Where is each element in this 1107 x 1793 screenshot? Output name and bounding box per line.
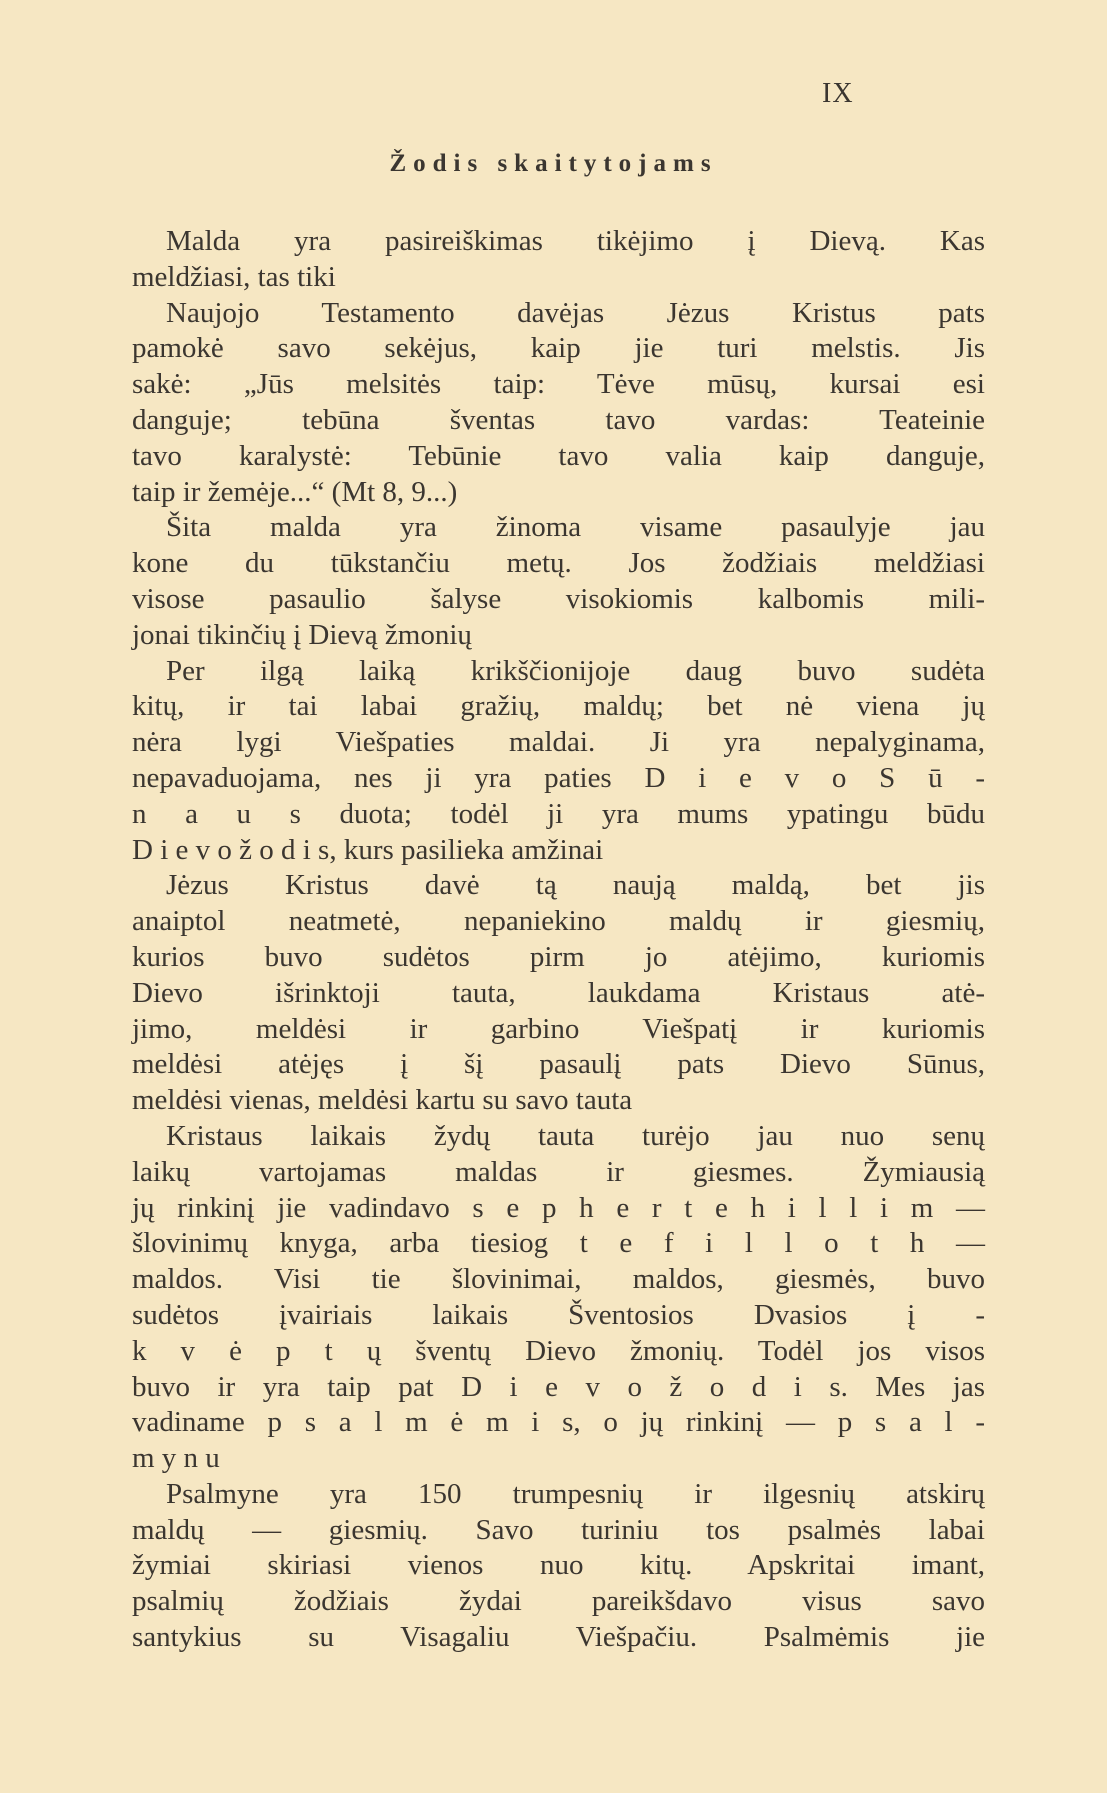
text-line: laikų vartojamas maldas ir giesmes. Žymiausią xyxy=(132,1155,985,1188)
text-line: šlovinimų knyga, arba tiesiog t e f i l l o t h — xyxy=(132,1227,985,1260)
page-title: Žodis skaitytojams xyxy=(389,150,718,177)
text-line: sudėtos įvairiais laikais Šventosios Dvasios į - xyxy=(132,1298,985,1331)
text-line: žymiai skiriasi vienos nuo kitų. Apskritai imant, xyxy=(132,1549,985,1582)
text-line: pamokė savo sekėjus, kaip jie turi melstis. Jis xyxy=(132,332,985,365)
text-line: santykius su Visagaliu Viešpačiu. Psalmėmis jie xyxy=(132,1621,985,1654)
paragraph-start-line: Naujojo Testamento davėjas Jėzus Kristus pats xyxy=(166,296,985,329)
paragraph-start-line: Per ilgą laiką krikščionijoje daug buvo sudėta xyxy=(166,654,985,687)
paragraph-start-line: Kristaus laikais žydų tauta turėjo jau nuo senų xyxy=(166,1119,985,1152)
text-line: meldėsi atėjęs į šį pasaulį pats Dievo Sūnus, xyxy=(132,1048,985,1081)
paragraph-start-line: Psalmyne yra 150 trumpesnių ir ilgesnių atskirų xyxy=(166,1477,985,1510)
text-line: jų rinkinį jie vadindavo s e p h e r t e h i l l i m — xyxy=(132,1191,985,1224)
text-line: vadiname p s a l m ė m i s, o jų rinkinį — p s a l - xyxy=(132,1406,985,1439)
text-line: maldos. Visi tie šlovinimai, maldos, giesmės, buvo xyxy=(132,1263,985,1296)
text-line: kurios buvo sudėtos pirm jo atėjimo, kuriomis xyxy=(132,940,985,973)
page-number: IX xyxy=(822,78,854,109)
body-text xyxy=(132,224,985,1656)
text-line: D i e v o ž o d i s, kurs pasilieka amžinai xyxy=(132,833,604,866)
text-line: m y n u xyxy=(132,1442,220,1475)
text-line: meldžiasi, tas tiki xyxy=(132,260,336,293)
text-line: kone du tūkstančiu metų. Jos žodžiais meldžiasi xyxy=(132,547,985,580)
text-line: danguje; tebūna šventas tavo vardas: Teateinie xyxy=(132,403,985,436)
text-line: n a u s duota; todėl ji yra mums ypatingu būdu xyxy=(132,797,985,830)
text-line: psalmių žodžiais žydai pareikšdavo visus savo xyxy=(132,1585,985,1618)
text-line: sakė: „Jūs melsitės taip: Tėve mūsų, kursai esi xyxy=(132,368,985,401)
text-line: nėra lygi Viešpaties maldai. Ji yra nepalyginama, xyxy=(132,726,985,759)
text-line: k v ė p t ų šventų Dievo žmonių. Todėl jos visos xyxy=(132,1334,985,1367)
text-line: nepavaduojama, nes ji yra paties D i e v o S ū - xyxy=(132,761,985,794)
text-line: meldėsi vienas, meldėsi kartu su savo tauta xyxy=(132,1084,633,1117)
text-line: taip ir žemėje...“ (Mt 8, 9...) xyxy=(132,475,458,508)
text-line: anaiptol neatmetė, nepaniekino maldų ir giesmių, xyxy=(132,905,985,938)
paragraph-start-line: Jėzus Kristus davė tą naują maldą, bet jis xyxy=(166,869,985,902)
paragraph-start-line: Šita malda yra žinoma visame pasaulyje jau xyxy=(166,511,985,544)
text-line: buvo ir yra taip pat D i e v o ž o d i s. Mes jas xyxy=(132,1370,985,1403)
paragraph-start-line: Malda yra pasireiškimas tikėjimo į Dievą. Kas xyxy=(166,225,985,257)
text-line: Dievo išrinktoji tauta, laukdama Kristaus atė- xyxy=(132,976,985,1009)
text-line: jimo, meldėsi ir garbino Viešpatį ir kuriomis xyxy=(132,1012,985,1045)
text-line: tavo karalystė: Tebūnie tavo valia kaip danguje, xyxy=(132,439,985,472)
text-line: maldų — giesmių. Savo turiniu tos psalmės labai xyxy=(132,1513,985,1546)
text-line: kitų, ir tai labai gražių, maldų; bet nė viena jų xyxy=(132,690,985,723)
text-line: visose pasaulio šalyse visokiomis kalbomis mili- xyxy=(132,582,985,615)
text-line: jonai tikinčių į Dievą žmonių xyxy=(132,618,472,651)
